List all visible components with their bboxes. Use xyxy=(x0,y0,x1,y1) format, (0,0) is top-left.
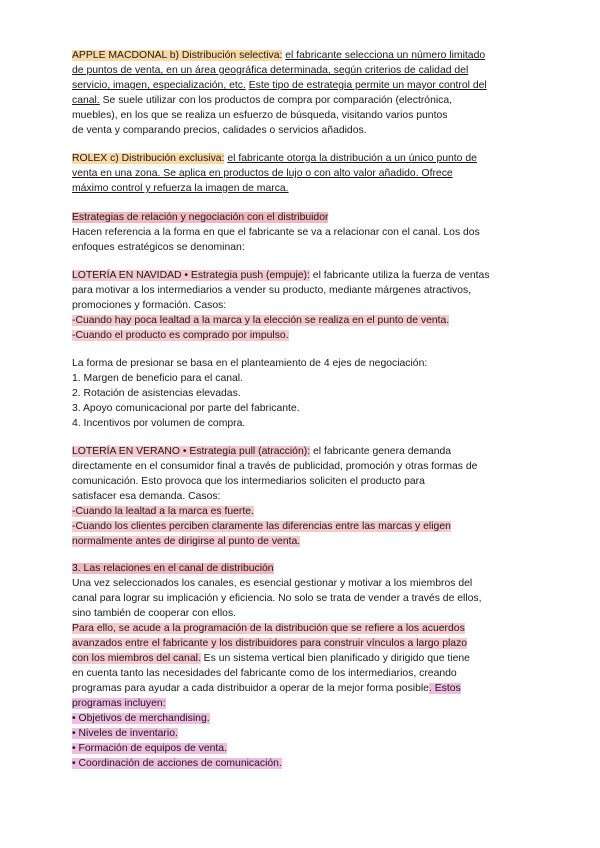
paragraph-pull xyxy=(72,444,532,549)
highlight-text: programas incluyen: xyxy=(72,698,166,709)
line xyxy=(72,268,532,283)
underlined-line: máximo control y refuerza la imagen de marca. xyxy=(72,183,289,194)
highlight-label: APPLE MACDONAL b) Distribución selectiva: xyxy=(72,50,283,61)
line xyxy=(72,636,532,651)
paragraph-relations xyxy=(72,561,532,771)
line xyxy=(72,48,532,63)
line xyxy=(72,210,532,225)
highlight-text: con los miembros del canal. xyxy=(72,653,201,664)
underlined-line: venta en una zona. Se aplica en productos de lujo o con alto valor añadido. Ofrece xyxy=(72,168,453,179)
underlined-text: el fabricante selecciona un número limitado xyxy=(285,50,486,61)
line: directamente en el consumidor final a través de publicidad, promoción y otras formas de xyxy=(72,461,478,472)
highlight-item: • Coordinación de acciones de comunicación. xyxy=(72,758,282,769)
underlined-text: servicio, imagen, especialización, etc. xyxy=(72,80,246,91)
section-heading: Estrategias de relación y negociación con el distribuidor xyxy=(72,212,329,223)
text: Se suele utilizar con los productos de compra por comparación (electrónica, xyxy=(99,95,453,106)
underlined-line: de puntos de venta, en un área geográfica determinada, según criterios de calidad del xyxy=(72,65,469,76)
list-item xyxy=(72,741,532,756)
text: Es un sistema vertical bien planificado y dirigido que tiene xyxy=(200,653,470,664)
line xyxy=(72,504,532,519)
highlight-case: -Cuando el producto es comprado por impulso. xyxy=(72,330,289,341)
paragraph-push xyxy=(72,268,532,343)
underlined-text: el fabricante otorga la distribución a un único punto de xyxy=(227,153,477,164)
line: Una vez seleccionados los canales, es esencial gestionar y motivar a los miembros del xyxy=(72,578,473,589)
highlight-case: -Cuando hay poca lealtad a la marca y la elección se realiza en el punto de venta. xyxy=(72,315,450,326)
line xyxy=(72,78,532,93)
line xyxy=(72,651,532,666)
line: La forma de presionar se basa en el planteamiento de 4 ejes de negociación: xyxy=(72,358,428,369)
paragraph-selective xyxy=(72,48,532,138)
line: satisfacer esa demanda. Casos: xyxy=(72,491,221,502)
line xyxy=(72,519,532,534)
text: el fabricante genera demanda xyxy=(310,446,452,457)
line: para motivar a los intermediarios a vender su producto, mediante márgenes atractivos, xyxy=(72,285,472,296)
highlight-case: normalmente antes de dirigirse al punto de venta. xyxy=(72,536,301,547)
underlined-text: Este tipo de estrategia permite un mayor control del xyxy=(248,80,487,91)
highlight-text: Para ello, se acude a la programación de la distribución que se refiere a los acuerdos xyxy=(72,623,465,634)
line: muebles), en los que se realiza un esfuerzo de búsqueda, visitando varios puntos xyxy=(72,110,448,121)
line xyxy=(72,621,532,636)
list-item xyxy=(72,726,532,741)
line xyxy=(72,151,532,166)
text: programas para ayudar a cada distribuidor a operar de la mejor forma posible xyxy=(72,683,429,694)
line: comunicación. Esto provoca que los intermediarios soliciten el producto para xyxy=(72,476,425,487)
list-item: 2. Rotación de asistencias elevadas. xyxy=(72,388,241,399)
list-item: 3. Apoyo comunicacional por parte del fabricante. xyxy=(72,403,300,414)
highlight-text: . Estos xyxy=(428,683,461,694)
section-heading: 3. Las relaciones en el canal de distribución xyxy=(72,563,274,574)
line xyxy=(72,561,532,576)
text: el fabricante utiliza la fuerza de ventas xyxy=(309,270,490,281)
line: canal para lograr su implicación y eficiencia. No solo se trata de vender a través de ellos, xyxy=(72,593,482,604)
line xyxy=(72,444,532,459)
line xyxy=(72,328,532,343)
highlight-text: avanzados entre el fabricante y los distribuidores para construir vínculos a largo plazo xyxy=(72,638,468,649)
paragraph-negotiation xyxy=(72,356,532,431)
line: Hacen referencia a la forma en que el fabricante se va a relacionar con el canal. Los dos xyxy=(72,227,480,238)
line xyxy=(72,681,532,696)
highlight-label: LOTERÍA EN NAVIDAD • Estrategia push (empuje): xyxy=(72,270,310,281)
paragraph-exclusive xyxy=(72,151,532,196)
paragraph-strategies xyxy=(72,210,532,255)
line: enfoques estratégicos se denominan: xyxy=(72,242,245,253)
line: promociones y formación. Casos: xyxy=(72,300,227,311)
list-item xyxy=(72,711,532,726)
underlined-text: canal. xyxy=(72,95,100,106)
line xyxy=(72,93,532,108)
highlight-case: -Cuando los clientes perciben claramente las diferencias entre las marcas y eligen xyxy=(72,521,451,532)
line xyxy=(72,534,532,549)
line: sino también de cooperar con ellos. xyxy=(72,608,237,619)
highlight-item: • Objetivos de merchandising. xyxy=(72,713,210,724)
list-item: 1. Margen de beneficio para el canal. xyxy=(72,373,243,384)
highlight-case: -Cuando la lealtad a la marca es fuerte. xyxy=(72,506,254,517)
list-item xyxy=(72,756,532,771)
highlight-label: ROLEX c) Distribución exclusiva: xyxy=(72,153,225,164)
highlight-item: • Formación de equipos de venta. xyxy=(72,743,227,754)
list-item: 4. Incentivos por volumen de compra. xyxy=(72,418,246,429)
line xyxy=(72,313,532,328)
line xyxy=(72,696,532,711)
highlight-label: LOTERÍA EN VERANO • Estrategia pull (atracción): xyxy=(72,446,311,457)
line: en cuenta tanto las necesidades del fabricante como de los intermediarios, creando xyxy=(72,668,457,679)
highlight-item: • Niveles de inventario. xyxy=(72,728,178,739)
line: de venta y comparando precios, calidades o servicios añadidos. xyxy=(72,125,367,136)
